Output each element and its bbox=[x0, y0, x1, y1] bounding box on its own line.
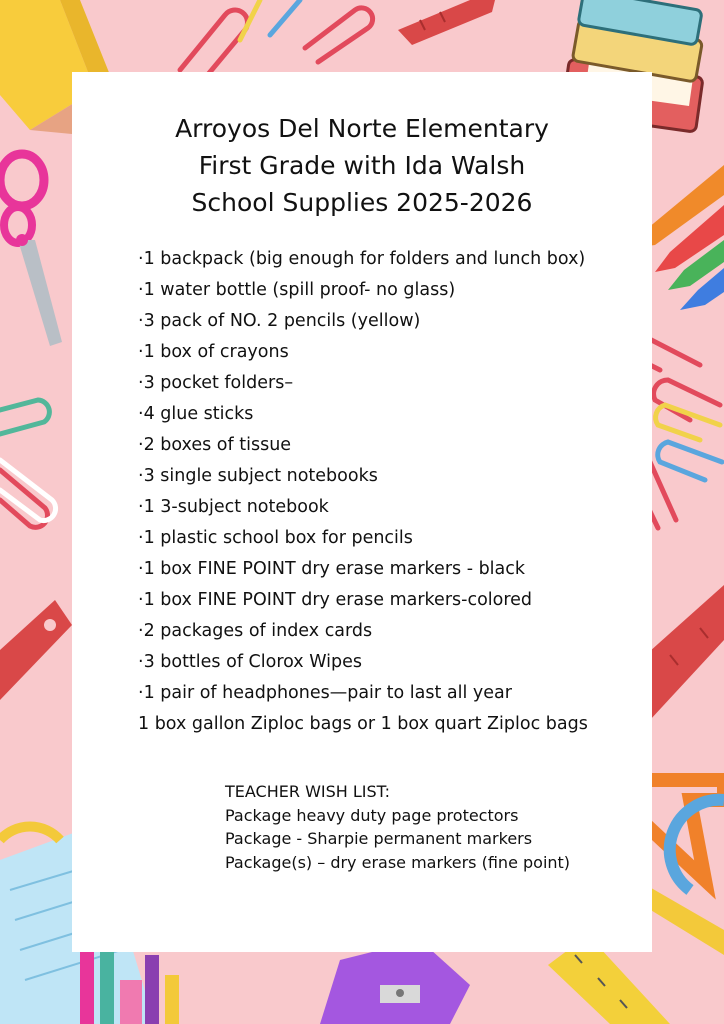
wish-list-item: Package heavy duty page protectors bbox=[225, 805, 519, 825]
list-item: ·3 bottles of Clorox Wipes bbox=[138, 652, 362, 672]
paperclips-left-icon bbox=[0, 400, 56, 527]
list-item: ·1 box of crayons bbox=[138, 342, 289, 362]
list-item: ·2 boxes of tissue bbox=[138, 435, 292, 455]
scissors-icon bbox=[0, 154, 62, 346]
list-item: ·3 pack of NO. 2 pencils (yellow) bbox=[138, 311, 421, 331]
supplies-subtitle: School Supplies 2025-2026 bbox=[191, 188, 533, 217]
ruler-left-icon bbox=[0, 600, 72, 700]
list-item: ·1 box FINE POINT dry erase markers-colored bbox=[138, 590, 533, 610]
list-item: ·1 backpack (big enough for folders and lunch box) bbox=[138, 249, 586, 269]
supply-list bbox=[138, 244, 648, 740]
list-item: ·1 3-subject notebook bbox=[138, 497, 329, 517]
list-item: ·1 water bottle (spill proof- no glass) bbox=[138, 280, 456, 300]
list-item: ·1 pair of headphones—pair to last all year bbox=[138, 683, 512, 703]
list-item: ·3 pocket folders– bbox=[138, 373, 294, 393]
paperclip-icon bbox=[180, 0, 373, 78]
teacher-wish-list bbox=[225, 780, 570, 874]
school-name: Arroyos Del Norte Elementary bbox=[175, 114, 549, 143]
list-item: ·4 glue sticks bbox=[138, 404, 254, 424]
ruler-icon bbox=[398, 0, 495, 45]
wish-list-heading: TEACHER WISH LIST: bbox=[225, 782, 391, 801]
list-item: ·1 plastic school box for pencils bbox=[138, 528, 413, 548]
class-name: First Grade with Ida Walsh bbox=[198, 151, 526, 180]
page-title bbox=[72, 110, 652, 221]
list-item: ·3 single subject notebooks bbox=[138, 466, 378, 486]
list-item: ·1 box FINE POINT dry erase markers - black bbox=[138, 559, 526, 579]
list-item: 1 box gallon Ziploc bags or 1 box quart Ziploc bags bbox=[138, 714, 588, 734]
list-item: ·2 packages of index cards bbox=[138, 621, 373, 641]
wish-list-item: Package - Sharpie permanent markers bbox=[225, 829, 533, 848]
sharpener-icon bbox=[320, 940, 470, 1024]
wish-list-item: Package(s) – dry erase markers (fine point) bbox=[225, 852, 571, 872]
